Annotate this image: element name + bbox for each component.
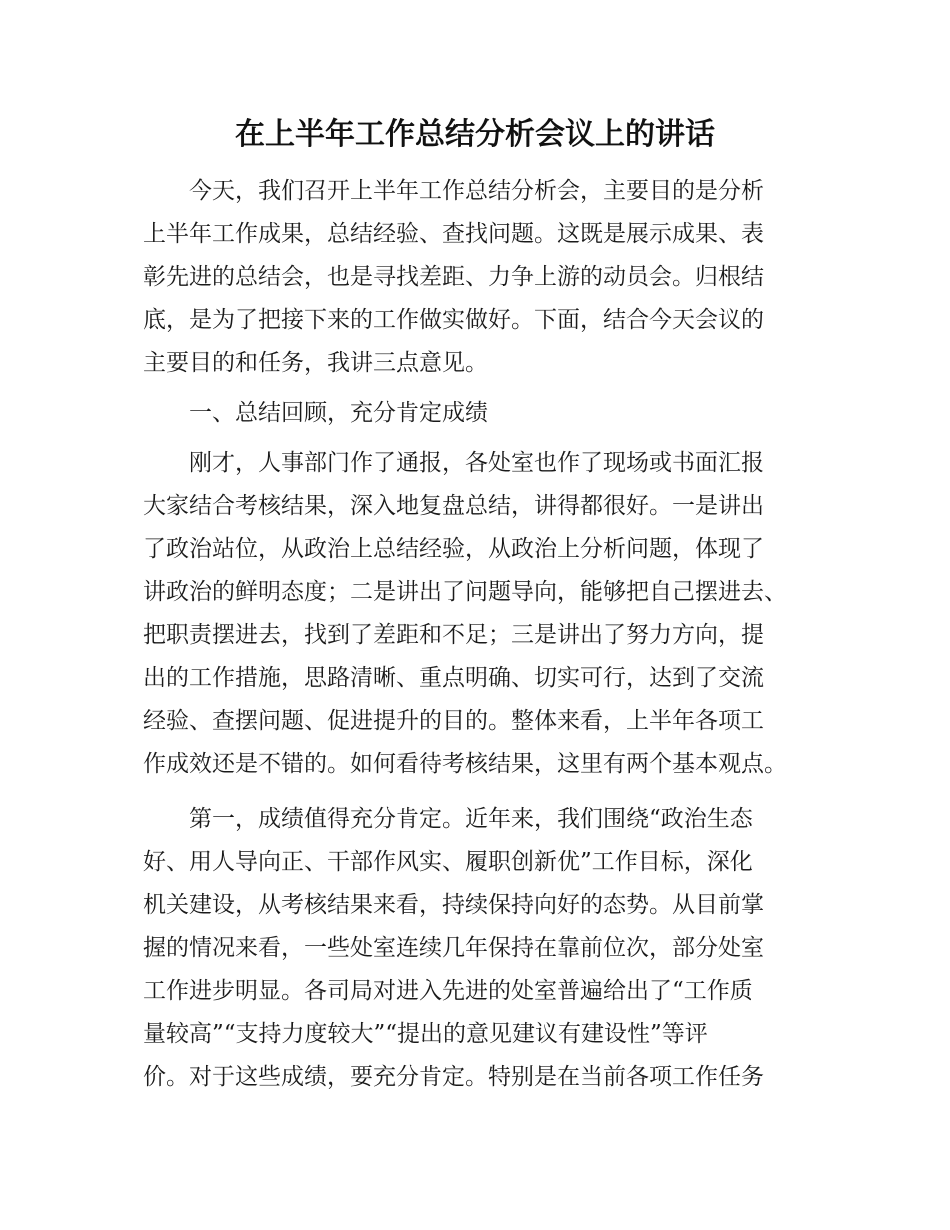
paragraph-review: 刚才，人事部门作了通报，各处室也作了现场或书面汇报 大家结合考核结果，深入地复盘总结，讲得都很好。一是讲出 了政治站位，从政治上总结经验，从政治上分析问题，体现了 讲政治的鲜明态度；二是讲出了问题导向，能够把自己摆进去、 把职责摆进去，找到了差距和不足；三是讲出了努力方向，提 出的工作措施，思路清晰、重点明确、切实可行，达到了交流 经验、查摆问题、促进提升的目的。整体来看，上半年各项工 作成效还是不错的。如何看待考核结果，这里有两个基本观点。 — [143, 450, 787, 777]
document-title: 在上半年工作总结分析会议上的讲话 — [235, 117, 715, 152]
document-body — [143, 170, 827, 1099]
paragraph-intro: 今天，我们召开上半年工作总结分析会，主要目的是分析 上半年工作成果，总结经验、查找问题。这既是展示成果、表 彰先进的总结会，也是寻找差距、力争上游的动员会。归根结 底，是为了把接下来的工作做实做好。下面，结合今天会议的 主要目的和任务，我讲三点意见。 — [143, 178, 764, 376]
paragraph-achievements: 第一，成绩值得充分肯定。近年来，我们围绕“政治生态 好、用人导向正、干部作风实、履职创新优”工作目标，深化 机关建设，从考核结果来看，持续保持向好的态势。从目前掌 握的情况来看，一些处室连续几年保持在靠前位次，部分处室 工作进步明显。各司局对进入先进的处室普遍给出了“工作质 量较高”“支持力度较大”“提出的意见建议有建设性”等评 价。对于这些成绩，要充分肯定。特别是在当前各项工作任务 — [143, 806, 764, 1090]
section-heading-1: 一、总结回顾，充分肯定成绩 — [189, 400, 488, 426]
